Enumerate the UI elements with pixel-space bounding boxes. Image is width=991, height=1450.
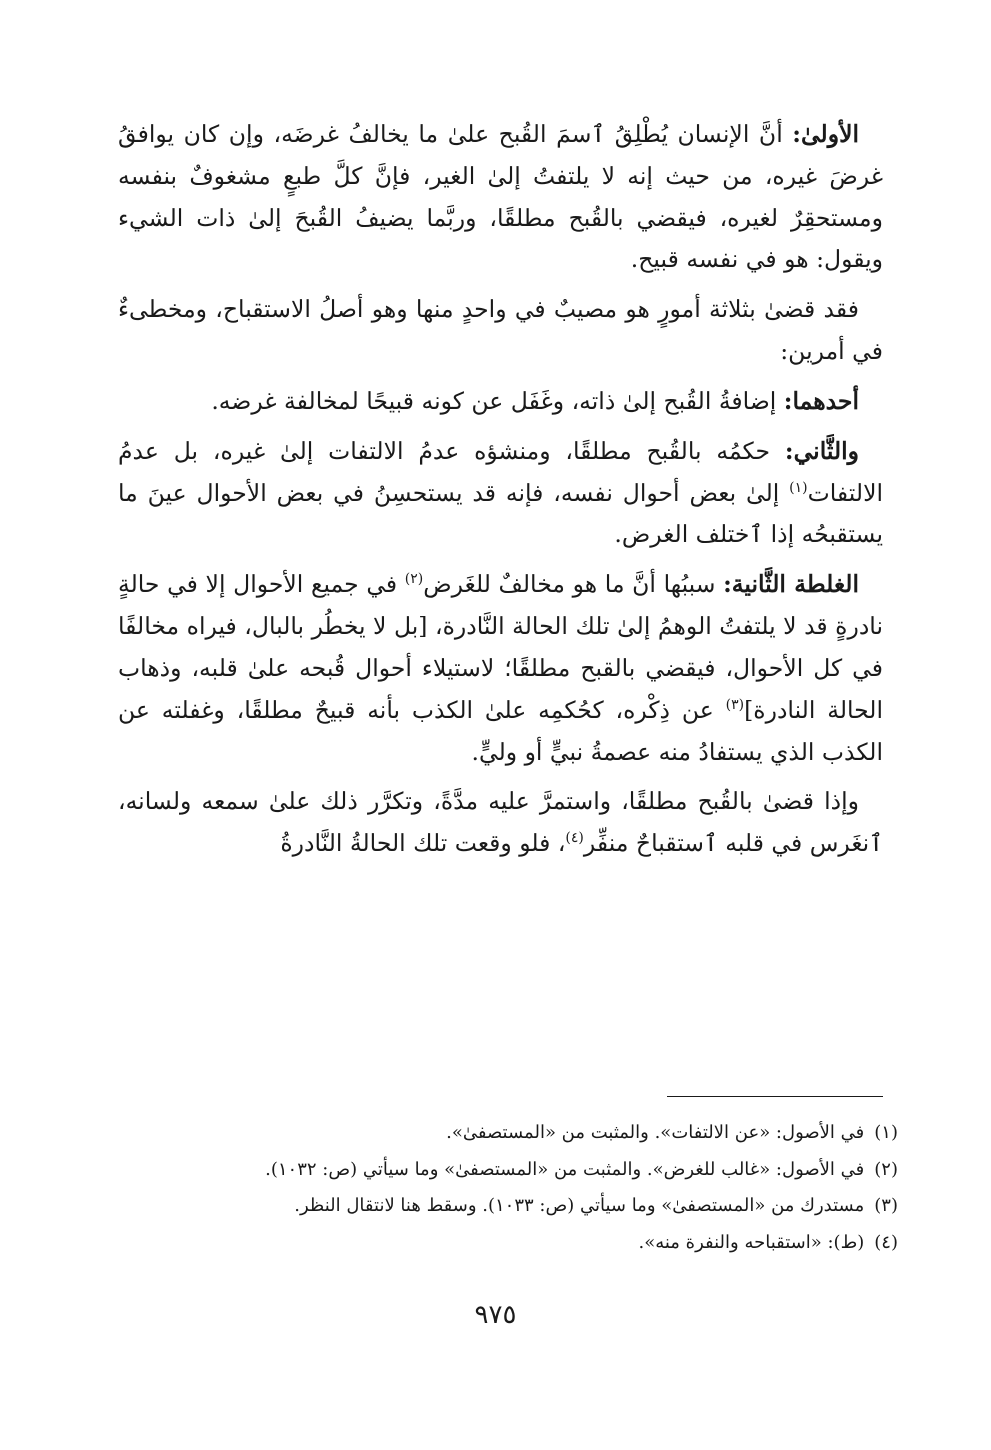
- footnote-number: (٤): [874, 1231, 898, 1253]
- paragraph-text: إضافةُ القُبح إلىٰ ذاته، وغَفَل عن كونه قبيحًا لمخالفة غرضه.: [211, 386, 784, 415]
- paragraph-text: إلىٰ بعض أحوال نفسه، فإنه قد يستحسِنُ في بعض الأحوال عينَ ما يستقبحُه إذا ٱختلف الغرض.: [118, 478, 883, 549]
- paragraph-fifth: [118, 564, 883, 773]
- footnote-ref-1[interactable]: (١): [789, 479, 808, 496]
- paragraph-text: وإذا قضىٰ بالقُبح مطلقًا، واستمرَّ عليه مدَّةً، وتكرَّر ذلك علىٰ سمعه ولسانه، ٱنغَرس في قلبه ٱستقباحٌ منفِّر: [118, 787, 883, 858]
- footnote-text: في الأصول: «غالب للغرض». والمثبت من «المستصفىٰ» وما سيأتي (ص: ١٠٣٢).: [265, 1158, 865, 1180]
- paragraph-lead: الغلطة الثَّانية:: [723, 570, 859, 599]
- footnote-text: مستدرك من «المستصفىٰ» وما سيأتي (ص: ١٠٣٣). وسقط هنا لانتقال النظر.: [294, 1195, 865, 1217]
- footnote-ref-4[interactable]: (٤): [565, 830, 584, 847]
- paragraph-lead: والثَّاني:: [784, 436, 859, 465]
- footnote-item: [118, 1118, 898, 1149]
- paragraph-text: أنَّ الإنسان يُطْلِقُ ٱسمَ القُبح علىٰ ما يخالفُ غرضَه، وإن كان يوافقُ غرضَ غيره، من حيث إنه لا يلتفتُ إلىٰ الغير، فإنَّ كلَّ طبعٍ مشغوفٌ بنفسه ومستحقِرٌ لغيره، فيقضي بالقُبح مطلقًا، وربَّما يضيفُ القُبحَ إلىٰ ذات الشيء ويقول: هو في نفسه قبيح.: [118, 120, 883, 274]
- paragraph-sixth: [118, 781, 883, 865]
- paragraph-lead: الأولىٰ:: [792, 120, 859, 148]
- footnote-text: في الأصول: «عن الالتفات». والمثبت من «المستصفىٰ».: [446, 1122, 865, 1143]
- main-text: [118, 114, 883, 873]
- paragraph-first: [118, 114, 883, 281]
- footnote-number: (٢): [874, 1158, 898, 1180]
- footnote-text: (ط): «استقباحه والنفرة منه».: [638, 1231, 865, 1253]
- paragraph-lead: أحدهما:: [783, 386, 859, 415]
- paragraph-second: [118, 289, 883, 373]
- footnote-ref-2[interactable]: (٢): [404, 571, 424, 588]
- footnote-item: [118, 1228, 898, 1259]
- paragraph-third: [118, 381, 883, 423]
- paragraph-text: فقد قضىٰ بثلاثة أمورٍ هو مصيبٌ في واحدٍ منها وهو أصلُ الاستقباح، ومخطىءٌ في أمرين:: [118, 295, 883, 366]
- footnote-item: [118, 1191, 898, 1222]
- paragraph-fourth: [118, 431, 883, 556]
- footnote-divider: [667, 1096, 883, 1097]
- footnote-number: (١): [874, 1122, 898, 1143]
- footnote-number: (٣): [874, 1195, 898, 1217]
- paragraph-text: سببُها أنَّ ما هو مخالفٌ للغَرض: [423, 570, 724, 599]
- paragraph-text: في جميع الأحوال إلا في حالةٍ نادرةٍ قد لا يلتفتُ الوهمُ إلىٰ تلك الحالة النَّادرة، [بل لا يخطُر بالبال، فيراه مخالفًا في كل الأحوال، فيقضي بالقبح مطلقًا؛ لاستيلاء أحوال قُبحه علىٰ قلبه، وذهاب الحالة النادرة]: [118, 570, 883, 724]
- paragraph-text: ، فلو وقعت تلك الحالةُ النَّادرةُ: [280, 829, 566, 858]
- footnote-ref-3[interactable]: (٣): [725, 696, 745, 713]
- paragraph-text: حكمُه بالقُبح مطلقًا، ومنشؤه عدمُ الالتفات إلىٰ غيره، بل عدمُ الالتفات: [118, 436, 883, 507]
- footnote-item: [118, 1155, 898, 1186]
- page-number: ٩٧٥: [474, 1300, 517, 1330]
- footnotes: [118, 1118, 898, 1264]
- paragraph-text: عن ذِكْره، كحُكمِه علىٰ الكذب بأنه قبيحٌ مطلقًا، وغفلته عن الكذب الذي يستفادُ منه عصمةُ نبيٍّ أو وليٍّ.: [118, 695, 883, 766]
